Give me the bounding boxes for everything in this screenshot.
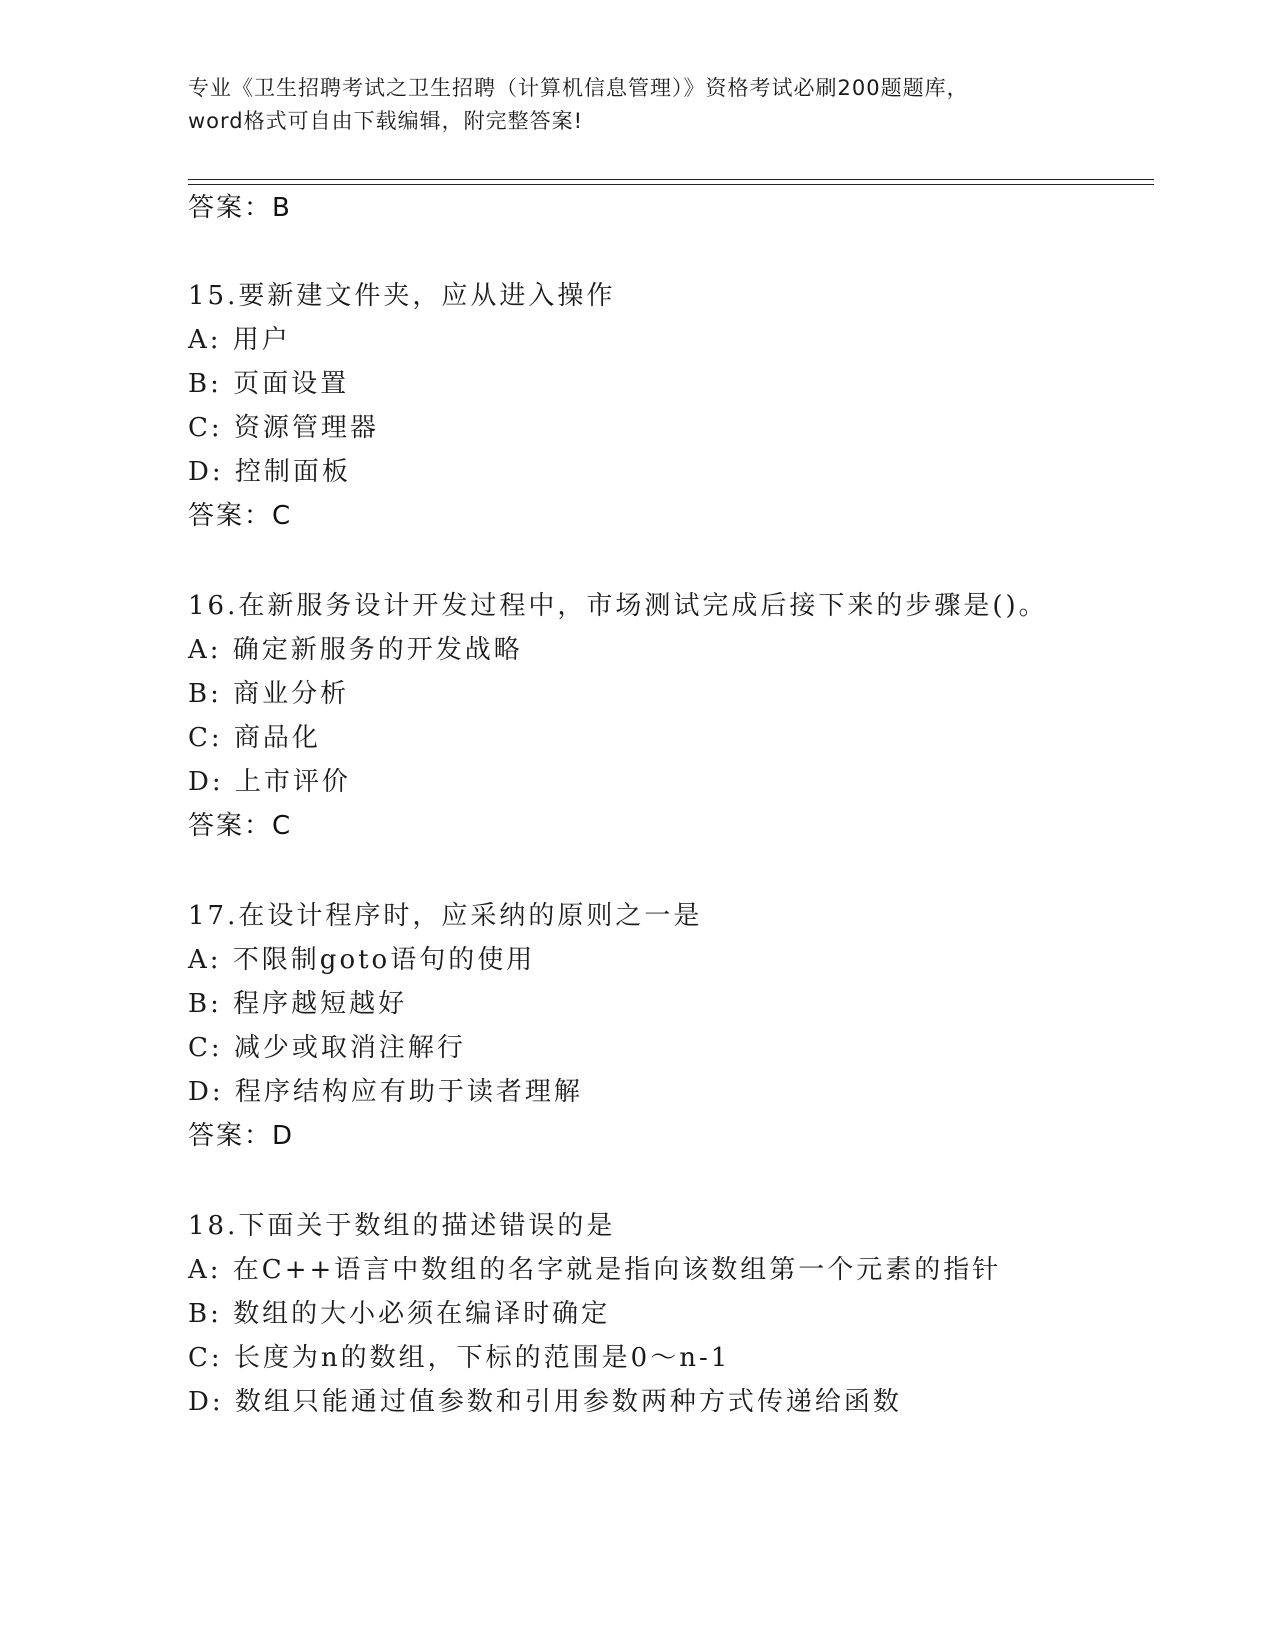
question-17-option-a: A: 不限制goto语句的使用	[188, 945, 536, 975]
question-18-option-d: D: 数组只能通过值参数和引用参数两种方式传递给函数	[188, 1387, 902, 1417]
question-18-option-a: A: 在C++语言中数组的名字就是指向该数组第一个元素的指针	[188, 1255, 1002, 1285]
question-17-answer: 答案：D	[188, 1121, 295, 1151]
question-16-option-d: D: 上市评价	[188, 767, 351, 797]
question-15-option-b: B: 页面设置	[188, 369, 350, 399]
question-15-option-c: C: 资源管理器	[188, 413, 379, 443]
question-16-answer: 答案：C	[188, 811, 293, 841]
question-18-stem: 18.下面关于数组的描述错误的是	[188, 1211, 616, 1241]
document-header	[188, 72, 1088, 138]
question-16-option-c: C: 商品化	[188, 723, 321, 753]
header-line-1: 专业《卫生招聘考试之卫生招聘（计算机信息管理）》资格考试必刷200题题库，	[188, 76, 969, 100]
question-17-option-c: C: 减少或取消注解行	[188, 1033, 466, 1063]
header-divider-bottom	[188, 184, 1154, 185]
header-divider-top	[188, 179, 1154, 180]
question-18-option-b: B: 数组的大小必须在编译时确定	[188, 1299, 611, 1329]
header-line-2: word格式可自由下载编辑，附完整答案!	[188, 109, 584, 133]
question-16-option-a: A: 确定新服务的开发战略	[188, 635, 523, 665]
question-16-option-b: B: 商业分析	[188, 679, 350, 709]
question-15-option-d: D: 控制面板	[188, 457, 351, 487]
question-17-option-b: B: 程序越短越好	[188, 989, 408, 1019]
question-17-option-d: D: 程序结构应有助于读者理解	[188, 1077, 583, 1107]
previous-answer: 答案：B	[188, 193, 292, 223]
question-15-option-a: A: 用户	[188, 325, 291, 355]
question-15-stem: 15.要新建文件夹，应从进入操作	[188, 281, 616, 311]
question-15-answer: 答案：C	[188, 501, 293, 531]
question-17-stem: 17.在设计程序时，应采纳的原则之一是	[188, 901, 703, 931]
question-18-option-c: C: 长度为n的数组，下标的范围是0～n-1	[188, 1343, 731, 1373]
question-16-stem: 16.在新服务设计开发过程中，市场测试完成后接下来的步骤是()。	[188, 591, 1048, 621]
